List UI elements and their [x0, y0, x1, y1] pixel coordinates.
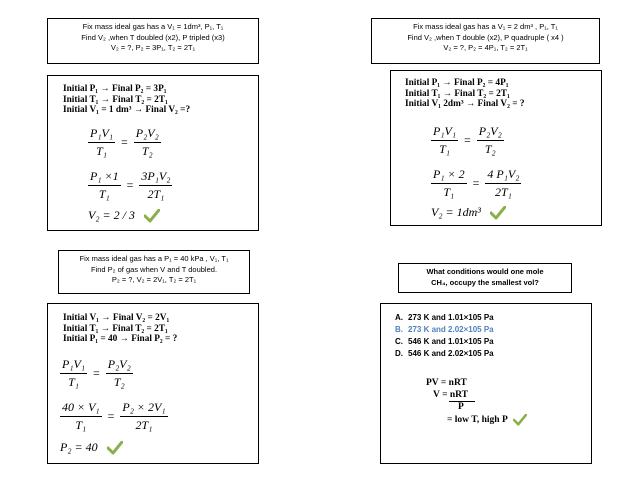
work-v-nrt-text: V = nRT [433, 390, 468, 400]
panel2-line: Initial P₁ → Final P₂ = 4P₁ [405, 78, 509, 88]
panel3-header-line: P₂ = ?, V₂ = 2V₁, T₂ = 2T₁ [111, 275, 197, 284]
fraction-denominator: T₁ [75, 418, 87, 432]
panel2-solution [390, 70, 602, 226]
option-text: 273 K and 1.01×105 Pa [408, 313, 494, 322]
option-text: 546 K and 1.01×105 Pa [408, 337, 494, 346]
result-text: P₂ = 40 [60, 440, 98, 454]
fraction-numerator: 3P₁V₂ [139, 169, 172, 186]
panel3-solution [47, 303, 259, 464]
panel2-header-line: V₂ = ?, P₂ = 4P₁, T₂ = 2T₁ [443, 43, 528, 52]
fraction-numerator: P₁V₁ [60, 357, 87, 374]
panel4-question [398, 263, 572, 293]
panel1-line: Initial V₁ = 1 dm³ → Final V₂ =? [63, 105, 191, 115]
panel3-line: Initial T₁ → Final T₂ = 2T₁ [63, 323, 168, 334]
panel1-header-line: Find V₂ ,when T doubled (x2), P tripled (x3) [81, 32, 225, 42]
panel3-header-line: Find P₂ of gas when V and T doubled. [90, 264, 218, 274]
result-text: V₂ = 1dm³ [431, 205, 481, 219]
result-text: V₂ = 2 / 3 [88, 208, 135, 222]
work-line-p: P [458, 402, 464, 412]
checkmark-icon [490, 206, 506, 220]
fraction-numerator: P₁ × 2 [431, 167, 467, 184]
panel4-question-line: What conditions would one mole [426, 267, 544, 276]
fraction-denominator: T₁ [68, 375, 79, 389]
option-text: 273 K and 2.02×105 Pa [408, 325, 494, 334]
option-label: D. [395, 349, 403, 358]
work-line-conclusion [447, 414, 527, 426]
panel1-result [88, 208, 160, 223]
panel1-header-line: Fix mass ideal gas has a V₁ = 1dm³, P₁, T₁ [82, 22, 224, 31]
option-a [395, 312, 494, 324]
fraction-denominator: T₁ [96, 144, 107, 158]
panel1-gas-law-equation: $\frac{\text{P₁V₁}}{\text{T₁}}$ = $\frac{\text{P₂V₂}}{\text{T₂}}$ [90, 126, 159, 158]
option-text: 546 K and 2.02×105 Pa [408, 349, 494, 358]
fraction-numerator: P₁ ×1 [88, 169, 121, 186]
work-line-v-nrt [433, 390, 468, 401]
fraction-numerator: P₂V₂ [106, 357, 133, 374]
option-label: A. [395, 313, 403, 322]
checkmark-icon [144, 209, 160, 223]
fraction-numerator: 4 P₁V₂ [485, 167, 521, 184]
panel2-gas-law-equation: $\frac{\text{P₁V₁}}{\text{T₁}}$ = $\frac{\text{P₂V₂}}{\text{T₂}}$ [433, 124, 502, 156]
panel3-header-line: Fix mass ideal gas has a P₁ = 40 kPa , V₁, T₁ [79, 254, 229, 263]
fraction-denominator: T₁ [443, 185, 455, 199]
panel2-result [431, 205, 506, 220]
panel4-answer-box [380, 303, 592, 464]
conclusion-text: = low T, high P [447, 415, 508, 426]
panel3-line: Initial V₁ → Final V₂ = 2V₁ [63, 313, 170, 323]
fraction-denominator: 2T₁ [494, 185, 512, 199]
panel3-gas-law-equation: $\frac{\text{P₁V₁}}{\text{T₁}}$ = $\frac{\text{P₂V₂}}{\text{T₂}}$ [62, 357, 131, 389]
fraction-numerator: P₂V₂ [134, 126, 161, 143]
panel1-line: Initial P₁ → Final P₂ = 3P₁ [63, 84, 167, 94]
panel2-header-line: Fix mass ideal gas has a V₁ = 2 dm³ , P₁, T₁ [413, 22, 558, 31]
panel3-line: Initial P₁ = 40 → Final P₂ = ? [63, 334, 178, 344]
panel2-substituted-equation: $\frac{\text{P₁ × 2}}{\text{T₁}}$ = $\frac{\text{4 P₁V₂}}{\text{2T₁}}$ [433, 167, 520, 199]
work-line-pv-nrt: PV = nRT [426, 378, 467, 388]
checkmark-icon [107, 441, 123, 455]
panel3-result [60, 440, 123, 455]
option-label: C. [395, 337, 403, 346]
panel3-substituted-equation: $\frac{\text{40 × V₁}}{\text{T₁}}$ = $\frac{\text{P₂ × 2V₁}}{\text{2T₁}}$ [62, 400, 166, 432]
option-d [395, 348, 494, 360]
fraction-denominator: 2T₁ [135, 418, 153, 432]
fraction-denominator: T₂ [113, 375, 125, 389]
fraction-numerator: 40 × V₁ [60, 400, 102, 417]
panel1-header-line: V₂ = ?, P₂ = 3P₁, T₂ = 2T₁ [110, 43, 196, 52]
fraction-denominator: T₁ [439, 142, 450, 156]
panel2-line: Initial T₁ → Final T₂ = 2T₁ [405, 88, 510, 99]
option-c [395, 336, 494, 348]
option-label: B. [395, 325, 403, 334]
option-b-correct [395, 324, 494, 336]
panel1-line: Initial T₁ → Final T₂ = 2T₁ [63, 94, 168, 105]
panel4-question-line: CH₄, occupy the smallest vol? [431, 277, 539, 287]
panel3-header [58, 250, 250, 294]
panel1-substituted-equation: $\frac{\text{P₁ ×1}}{\text{T₁}}$ = $\frac{\text{3P₁V₂}}{\text{2T₁}}$ [90, 169, 171, 201]
fraction-numerator: P₁V₁ [88, 126, 115, 143]
fraction-denominator: T₂ [141, 144, 153, 158]
fraction-denominator: T₁ [98, 187, 110, 201]
panel2-header [371, 18, 600, 64]
panel1-solution [47, 75, 259, 231]
fraction-numerator: P₁V₁ [431, 124, 458, 141]
checkmark-icon [513, 414, 527, 426]
fraction-numerator: P₂ × 2V₁ [120, 400, 167, 417]
fraction-denominator: T₂ [484, 142, 496, 156]
panel2-line: Initial V₁ 2dm³ → Final V₂ = ? [405, 99, 525, 109]
fraction-denominator: 2T₁ [147, 187, 165, 201]
panel2-header-line: Find V₂ ,when T double (x2), P quadruple ( x4 ) [407, 32, 564, 42]
panel1-header [47, 18, 259, 64]
fraction-numerator: P₂V₂ [477, 124, 504, 141]
